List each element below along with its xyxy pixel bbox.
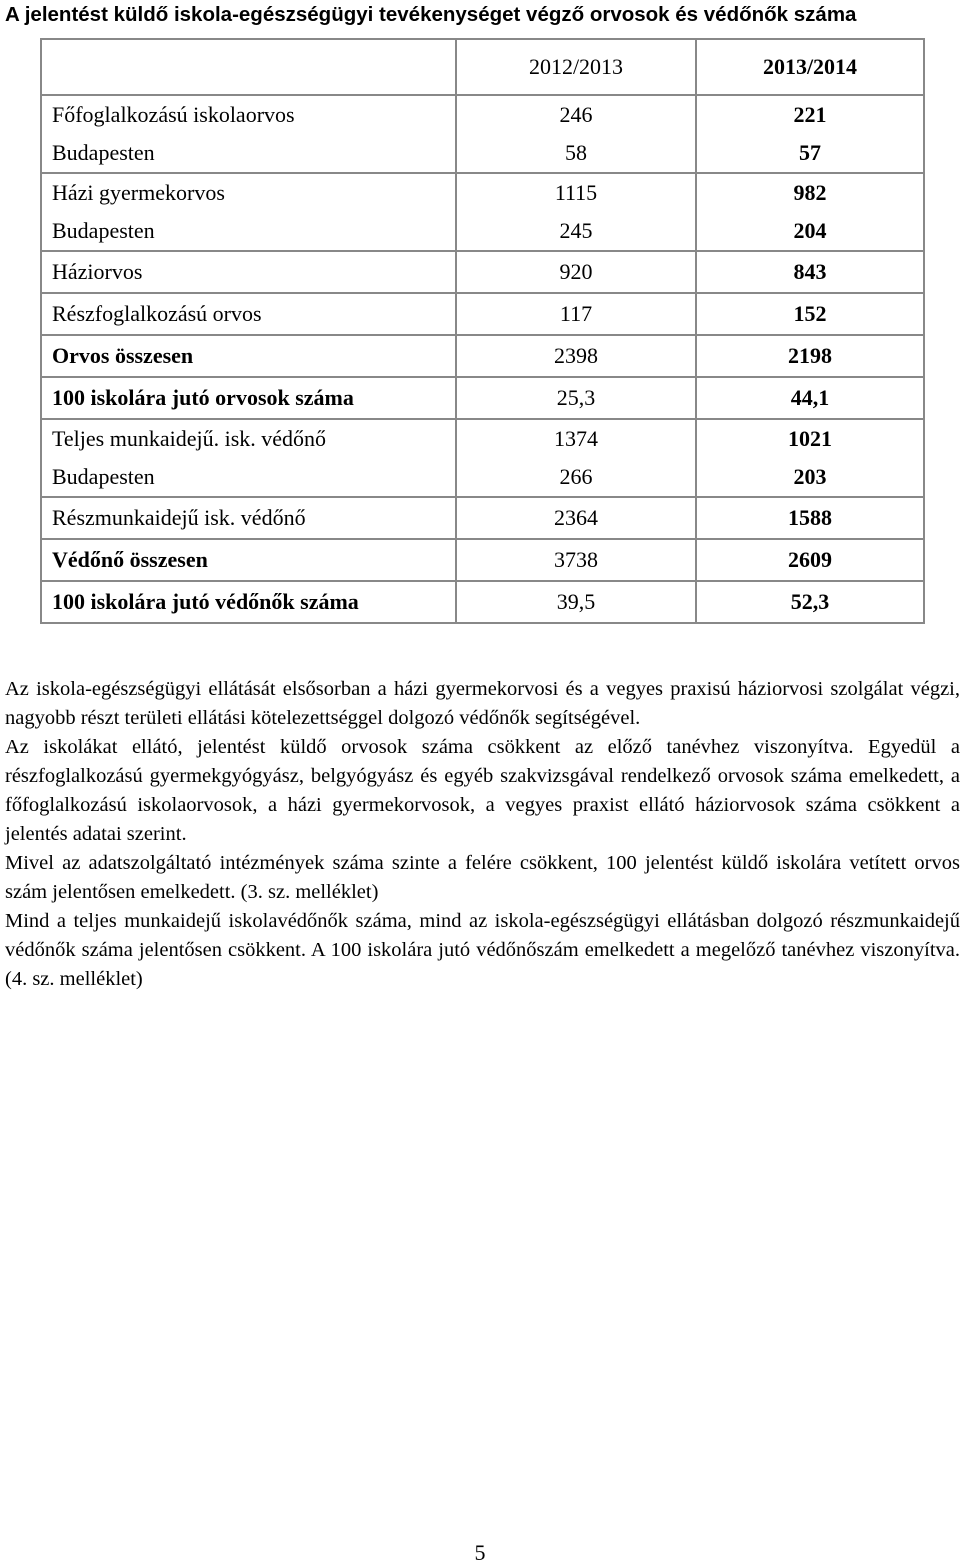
table-row [41, 458, 924, 497]
statistics-table [40, 38, 925, 624]
table-header-row [41, 39, 924, 95]
row-label: Budapesten [41, 458, 456, 497]
table-row [41, 95, 924, 134]
row-label: 100 iskolára jutó orvosok száma [41, 377, 456, 419]
table-row [41, 251, 924, 293]
header-cell-label [41, 39, 456, 95]
row-label: Budapesten [41, 134, 456, 173]
row-value-2012: 25,3 [456, 377, 696, 419]
row-label: Részfoglalkozású orvos [41, 293, 456, 335]
row-label: Házi gyermekorvos [41, 173, 456, 212]
table-row [41, 212, 924, 251]
row-label: Orvos összesen [41, 335, 456, 377]
row-label: Teljes munkaidejű. isk. védőnő [41, 419, 456, 458]
row-value-2012: 117 [456, 293, 696, 335]
row-value-2013: 52,3 [696, 581, 924, 623]
table-row [41, 335, 924, 377]
row-label: Védőnő összesen [41, 539, 456, 581]
row-value-2012: 3738 [456, 539, 696, 581]
header-cell-2013-2014: 2013/2014 [696, 39, 924, 95]
row-label: Részmunkaidejű isk. védőnő [41, 497, 456, 539]
row-value-2013: 204 [696, 212, 924, 251]
row-value-2013: 44,1 [696, 377, 924, 419]
row-label: Háziorvos [41, 251, 456, 293]
table-row [41, 539, 924, 581]
row-value-2013: 982 [696, 173, 924, 212]
row-value-2013: 2609 [696, 539, 924, 581]
page-title: A jelentést küldő iskola-egészségügyi tevékenységet végző orvosok és védőnők száma [5, 3, 857, 26]
row-value-2012: 246 [456, 95, 696, 134]
row-value-2013: 2198 [696, 335, 924, 377]
table-row [41, 134, 924, 173]
row-value-2012: 2364 [456, 497, 696, 539]
row-value-2013: 1021 [696, 419, 924, 458]
row-value-2013: 221 [696, 95, 924, 134]
row-value-2012: 1374 [456, 419, 696, 458]
row-label: 100 iskolára jutó védőnők száma [41, 581, 456, 623]
table-row [41, 581, 924, 623]
row-value-2012: 58 [456, 134, 696, 173]
paragraph: Mivel az adatszolgáltató intézmények száma szinte a felére csökkent, 100 jelentést küldő iskolára vetített orvos szám jelentősen emelkedett. (3. sz. melléklet) [5, 852, 960, 903]
row-value-2013: 203 [696, 458, 924, 497]
table-row [41, 293, 924, 335]
row-label: Budapesten [41, 212, 456, 251]
row-value-2012: 266 [456, 458, 696, 497]
row-label: Főfoglalkozású iskolaorvos [41, 95, 456, 134]
row-value-2012: 920 [456, 251, 696, 293]
table-row [41, 377, 924, 419]
paragraph: Mind a teljes munkaidejű iskolavédőnők száma, mind az iskola-egészségügyi ellátásban dolgozó részmunkaidejű védőnők száma jelentősen csökkent. A 100 iskolára jutó védőnőszám emelkedett a megelőző tanévhez viszonyítva. (4. sz. melléklet) [5, 910, 960, 990]
row-value-2013: 843 [696, 251, 924, 293]
table-row [41, 497, 924, 539]
table-row [41, 419, 924, 458]
row-value-2012: 1115 [456, 173, 696, 212]
table-row [41, 173, 924, 212]
row-value-2013: 152 [696, 293, 924, 335]
row-value-2012: 245 [456, 212, 696, 251]
header-cell-2012-2013: 2012/2013 [456, 39, 696, 95]
row-value-2012: 39,5 [456, 581, 696, 623]
paragraph: Az iskolákat ellátó, jelentést küldő orvosok száma csökkent az előző tanévhez viszonyítva. Egyedül a részfoglalkozású gyermekgyógyász, belgyógyász és egyéb szakvizsgával rendelkező orvosok száma emelkedett, a főfoglalkozású iskolaorvosok, a házi gyermekorvosok, a vegyes praxist ellátó háziorvosok száma csökkent a jelentés adatai szerint. [5, 736, 960, 845]
page-number: 5 [474, 1540, 486, 1565]
paragraph: Az iskola-egészségügyi ellátását elsősorban a házi gyermekorvosi és a vegyes praxisú háziorvosi szolgálat végzi, nagyobb részt területi ellátási kötelezettséggel dolgozó védőnők segítségével. [5, 678, 960, 729]
row-value-2013: 57 [696, 134, 924, 173]
body-text [5, 675, 960, 994]
row-value-2012: 2398 [456, 335, 696, 377]
row-value-2013: 1588 [696, 497, 924, 539]
